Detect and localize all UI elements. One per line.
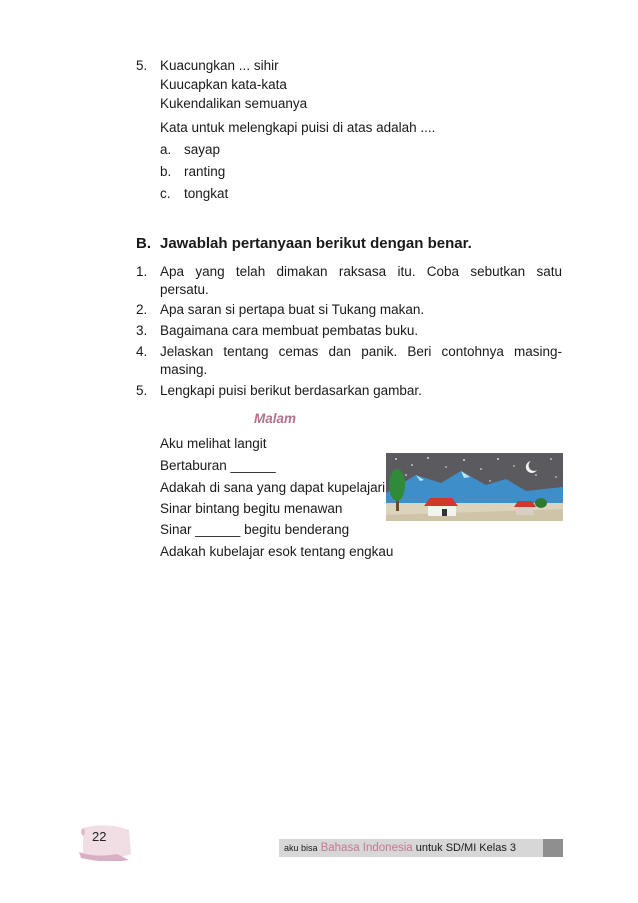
question-number: 5. xyxy=(136,383,148,398)
option-letter: c. xyxy=(160,186,171,201)
poem-line: Adakah kubelajar esok tentang engkau xyxy=(160,544,394,559)
section-title: Jawablah pertanyaan berikut dengan benar. xyxy=(160,235,472,252)
night-landscape-illustration xyxy=(386,453,563,521)
footer-end-block xyxy=(543,839,563,857)
poem-line: Sinar bintang begitu menawan xyxy=(160,501,343,516)
section-letter: B. xyxy=(136,235,151,252)
poem-line: Kukendalikan semuanya xyxy=(160,96,308,111)
poem-line: Kuucapkan kata-kata xyxy=(160,77,287,92)
question-number: 5. xyxy=(136,58,148,73)
house-roof xyxy=(424,498,458,506)
option-text: ranting xyxy=(184,164,226,179)
poem-line: Kuacungkan ... sihir xyxy=(160,58,279,73)
bush-icon xyxy=(535,498,547,508)
poem-line: Sinar ______ begitu benderang xyxy=(160,522,350,537)
question-text: Jelaskan tentang cemas dan panik. Beri contohnya masing- xyxy=(160,344,562,359)
option-letter: b. xyxy=(160,164,172,179)
question-text: Bagaimana cara membuat pembatas buku. xyxy=(160,323,419,338)
question-number: 2. xyxy=(136,302,148,317)
question-text-continued: persatu. xyxy=(160,282,209,297)
small-house-icon xyxy=(516,507,534,515)
scroll-shape xyxy=(83,825,131,858)
question-number: 1. xyxy=(136,264,148,279)
question-number: 3. xyxy=(136,323,148,338)
option-letter: a. xyxy=(160,142,172,157)
option-text: sayap xyxy=(184,142,221,157)
page-number: 22 xyxy=(92,829,107,844)
footer-subject: Bahasa Indonesia xyxy=(320,842,413,854)
question-text: Apa yang telah dimakan raksasa itu. Coba sebutkan satu xyxy=(160,264,562,279)
footer-prefix: aku bisa xyxy=(284,843,318,853)
question-number: 4. xyxy=(136,344,148,359)
footer-suffix: untuk SD/MI Kelas 3 xyxy=(415,842,517,854)
footer-book-title xyxy=(279,839,543,857)
poem-line: Aku melihat langit xyxy=(160,436,267,451)
question-text: Lengkapi puisi berikut berdasarkan gambar. xyxy=(160,383,422,398)
poem-line: Adakah di sana yang dapat kupelajari xyxy=(160,480,386,495)
question-text-continued: masing. xyxy=(160,362,208,377)
house-door xyxy=(442,509,447,516)
question-prompt: Kata untuk melengkapi puisi di atas adalah .... xyxy=(160,120,436,135)
poem-line: Bertaburan ______ xyxy=(160,458,276,473)
option-text: tongkat xyxy=(184,186,229,201)
question-text: Apa saran si pertapa buat si Tukang makan. xyxy=(160,302,425,317)
tree-icon xyxy=(389,469,405,501)
poem-title: Malam xyxy=(254,411,297,426)
